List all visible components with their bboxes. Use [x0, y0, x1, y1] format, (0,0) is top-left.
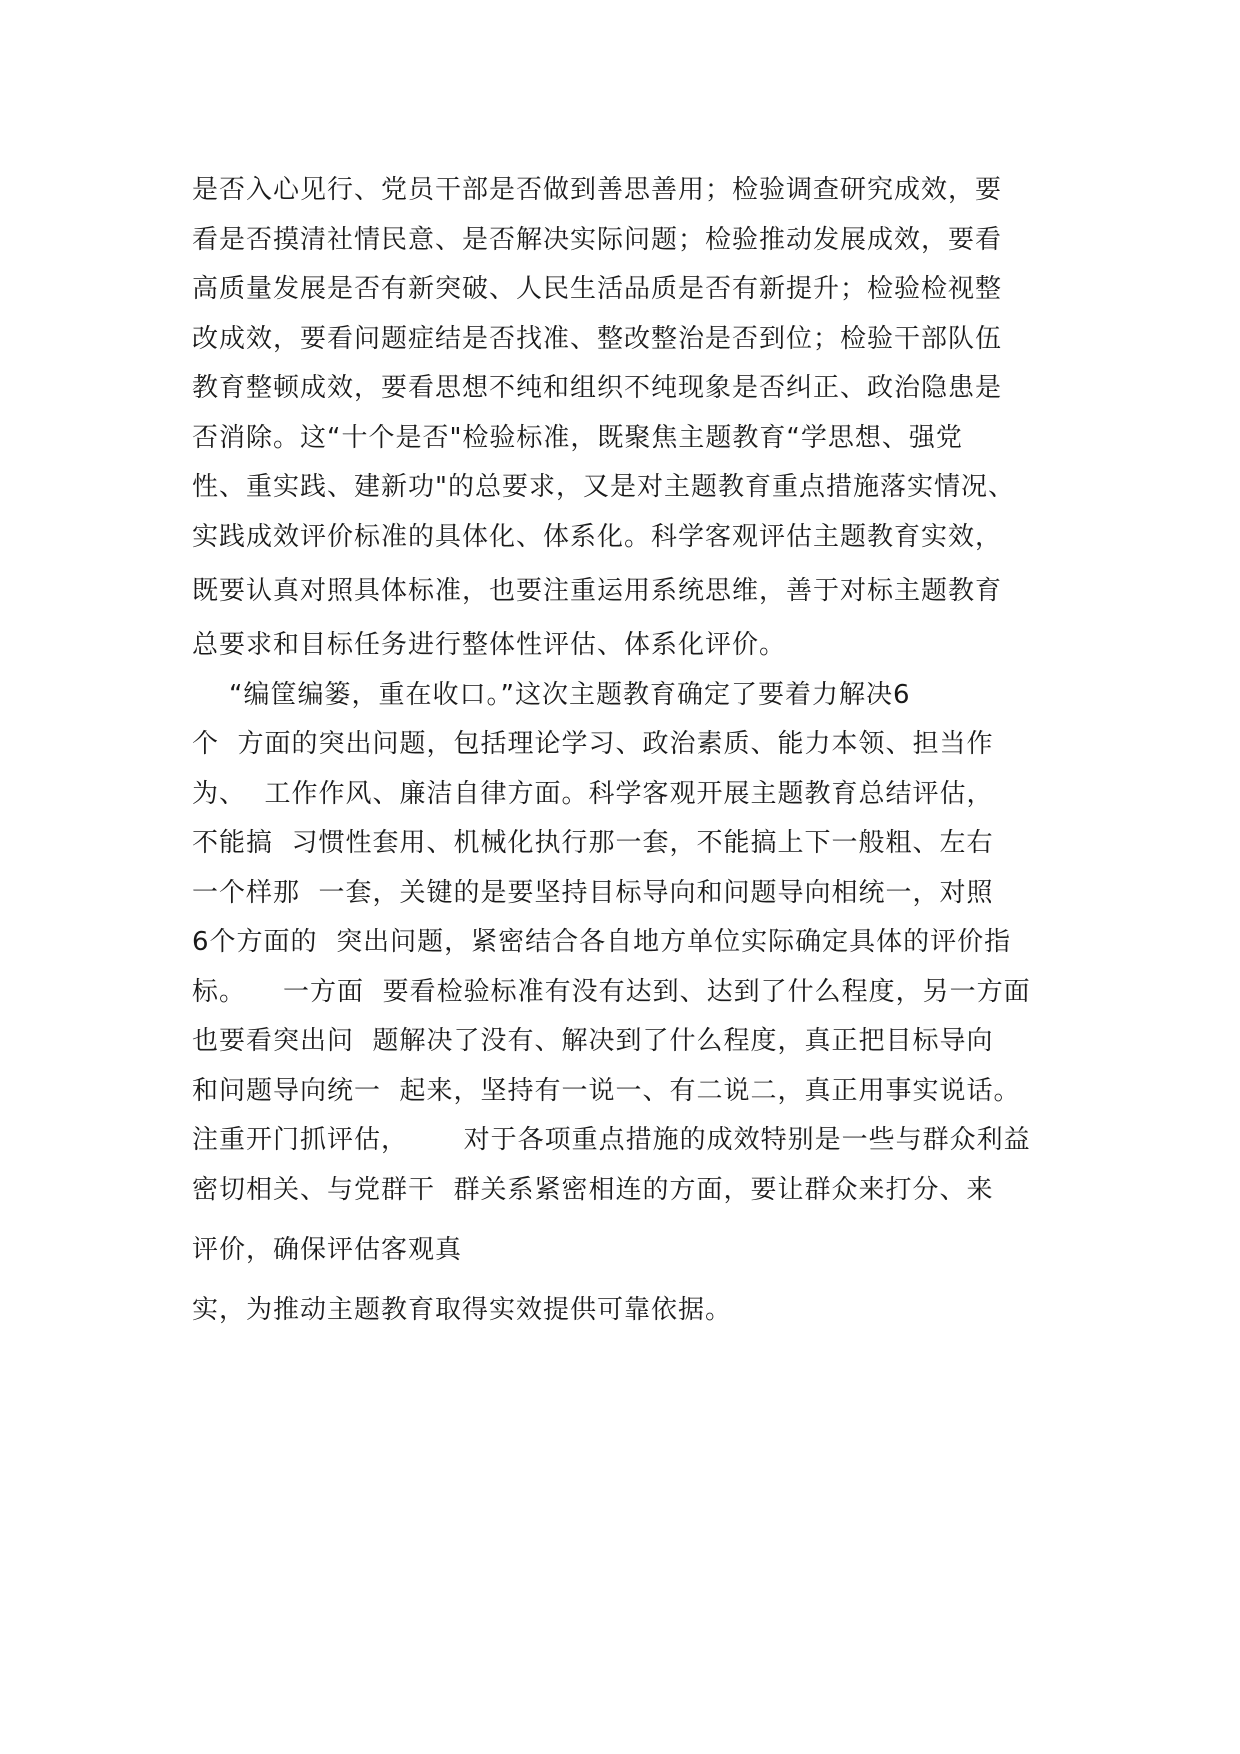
text-line: 标。 一方面 要看检验标准有没有达到、达到了什么程度，另一方面 — [192, 976, 1031, 1007]
text-line: 密切相关、与党群干 群关系紧密相连的方面，要让群众来打分、来 — [192, 1174, 994, 1205]
text-line: 实践成效评价标准的具体化、体系化。科学客观评估主题教育实效， — [192, 521, 1003, 552]
text-line: 实，为推动主题教育取得实效提供可靠依据。 — [192, 1295, 733, 1325]
text-line: 高质量发展是否有新突破、人民生活品质是否有新提升；检验检视整 — [192, 274, 1003, 304]
text-line: 是否入心见行、党员干部是否做到善思善用；检验调查研究成效，要 — [192, 175, 1003, 205]
text-line: “编筐编篓，重在收口。”这次主题教育确定了要着力解决6 — [192, 679, 911, 710]
text-line: 注重开门抓评估， 对于各项重点措施的成效特别是一些与群众利益 — [192, 1125, 1031, 1155]
text-line: 既要认真对照具体标准，也要注重运用系统思维，善于对标主题教育 — [192, 576, 1003, 606]
text-line: 总要求和目标任务进行整体性评估、体系化评价。 — [192, 630, 787, 660]
text-line: 一个样那 一套，关键的是要坚持目标导向和问题导向相统一，对照 — [192, 877, 994, 908]
text-line: 改成效，要看问题症结是否找准、整改整治是否到位；检验干部队伍 — [192, 323, 1003, 354]
text-line: 不能搞 习惯性套用、机械化执行那一套，不能搞上下一般粗、左右 — [192, 828, 994, 858]
text-line: 6个方面的 突出问题，紧密结合各自地方单位实际确定具体的评价指 — [192, 927, 1012, 957]
text-line: 也要看突出问 题解决了没有、解决到了什么程度，真正把目标导向 — [192, 1026, 994, 1056]
text-line: 教育整顿成效，要看思想不纯和组织不纯现象是否纠正、政治隐患是 — [192, 373, 1003, 403]
body-text — [192, 166, 1072, 1336]
text-line: 和问题导向统一 起来，坚持有一说一、有二说二，真正用事实说话。 — [192, 1075, 1021, 1106]
text-line: 为、 工作作风、廉洁自律方面。科学客观开展主题教育总结评估， — [192, 778, 994, 809]
text-line: 否消除。这“十个是否"检验标准，既聚焦主题教育“学思想、强党 — [192, 422, 963, 453]
text-line: 个 方面的突出问题，包括理论学习、政治素质、能力本领、担当作 — [192, 729, 994, 759]
text-line: 看是否摸清社情民意、是否解决实际问题；检验推动发展成效，要看 — [192, 224, 1003, 255]
text-line: 评价，确保评估客观真 — [192, 1235, 463, 1265]
text-line: 性、重实践、建新功"的总要求，又是对主题教育重点措施落实情况、 — [192, 472, 1015, 502]
